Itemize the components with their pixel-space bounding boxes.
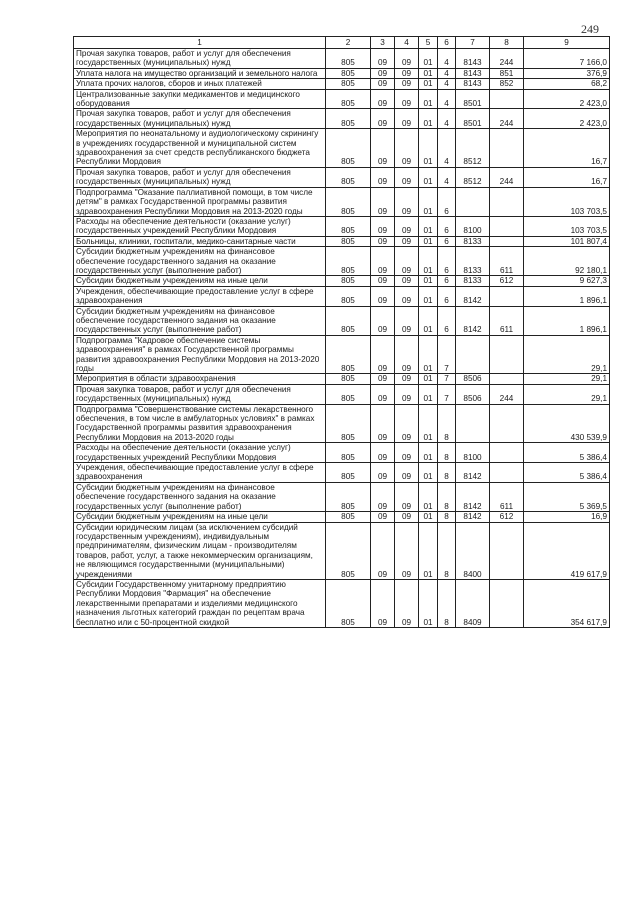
expense-item-code: 8133 <box>456 236 490 246</box>
table-row <box>74 443 610 463</box>
amount: 16,7 <box>524 167 610 187</box>
expense-item-code: 8100 <box>456 443 490 463</box>
row-description: Расходы на обеспечение деятельности (оказание услуг) государственных учреждений Республики Мордовия <box>74 443 326 463</box>
expense-type-code <box>490 129 524 168</box>
subsection-code: 09 <box>395 236 419 246</box>
section-code: 09 <box>371 187 395 216</box>
section-code: 09 <box>371 404 395 443</box>
section-code: 09 <box>371 482 395 511</box>
amount: 9 627,3 <box>524 276 610 286</box>
subsection-code: 09 <box>395 463 419 483</box>
section-code: 09 <box>371 216 395 236</box>
column-header: 8 <box>490 37 524 49</box>
table-body <box>74 49 610 628</box>
table-row <box>74 306 610 335</box>
ministry-code: 805 <box>326 216 371 236</box>
section-code: 09 <box>371 247 395 276</box>
row-description: Субсидии бюджетным учреждениям на иные цели <box>74 512 326 522</box>
column-header: 3 <box>371 37 395 49</box>
ministry-code: 805 <box>326 129 371 168</box>
ministry-code: 805 <box>326 89 371 109</box>
ministry-code: 805 <box>326 384 371 404</box>
expense-item-code: 8142 <box>456 482 490 511</box>
subprogram-code: 6 <box>438 216 456 236</box>
program-code: 01 <box>419 384 438 404</box>
amount: 376,9 <box>524 68 610 78</box>
section-code: 09 <box>371 512 395 522</box>
expense-type-code: 244 <box>490 384 524 404</box>
row-description: Прочая закупка товаров, работ и услуг для обеспечения государственных (муниципальных) нужд <box>74 384 326 404</box>
table-row <box>74 89 610 109</box>
table-row <box>74 579 610 627</box>
program-code: 01 <box>419 167 438 187</box>
expense-type-code <box>490 187 524 216</box>
ministry-code: 805 <box>326 286 371 306</box>
ministry-code: 805 <box>326 404 371 443</box>
table-row <box>74 109 610 129</box>
table-row <box>74 167 610 187</box>
expense-item-code: 8142 <box>456 512 490 522</box>
subsection-code: 09 <box>395 187 419 216</box>
subprogram-code: 8 <box>438 463 456 483</box>
subsection-code: 09 <box>395 68 419 78</box>
expense-item-code: 8142 <box>456 463 490 483</box>
row-description: Уплата прочих налогов, сборов и иных платежей <box>74 79 326 89</box>
amount: 29,1 <box>524 335 610 374</box>
program-code: 01 <box>419 79 438 89</box>
expense-type-code <box>490 216 524 236</box>
subsection-code: 09 <box>395 89 419 109</box>
section-code: 09 <box>371 276 395 286</box>
expense-item-code: 8501 <box>456 89 490 109</box>
expense-item-code <box>456 335 490 374</box>
section-code: 09 <box>371 335 395 374</box>
subprogram-code: 4 <box>438 79 456 89</box>
expense-type-code <box>490 236 524 246</box>
subsection-code: 09 <box>395 129 419 168</box>
amount: 430 539,9 <box>524 404 610 443</box>
subprogram-code: 4 <box>438 129 456 168</box>
subsection-code: 09 <box>395 579 419 627</box>
row-description: Расходы на обеспечение деятельности (оказание услуг) государственных учреждений Республики Мордовия <box>74 216 326 236</box>
row-description: Субсидии бюджетным учреждениям на иные цели <box>74 276 326 286</box>
table-row <box>74 236 610 246</box>
column-header: 1 <box>74 37 326 49</box>
expense-item-code: 8143 <box>456 68 490 78</box>
expense-type-code: 611 <box>490 247 524 276</box>
expense-type-code: 244 <box>490 109 524 129</box>
program-code: 01 <box>419 129 438 168</box>
amount: 1 896,1 <box>524 306 610 335</box>
expense-item-code: 8512 <box>456 129 490 168</box>
program-code: 01 <box>419 374 438 384</box>
expense-type-code <box>490 89 524 109</box>
subsection-code: 09 <box>395 384 419 404</box>
ministry-code: 805 <box>326 109 371 129</box>
expense-type-code: 244 <box>490 49 524 69</box>
section-code: 09 <box>371 167 395 187</box>
subprogram-code: 8 <box>438 579 456 627</box>
table-row <box>74 247 610 276</box>
expense-type-code <box>490 335 524 374</box>
section-code: 09 <box>371 49 395 69</box>
expense-item-code: 8133 <box>456 276 490 286</box>
program-code: 01 <box>419 247 438 276</box>
table-row <box>74 286 610 306</box>
ministry-code: 805 <box>326 443 371 463</box>
program-code: 01 <box>419 286 438 306</box>
subsection-code: 09 <box>395 247 419 276</box>
expense-item-code: 8512 <box>456 167 490 187</box>
subsection-code: 09 <box>395 335 419 374</box>
row-description: Подпрограмма "Оказание паллиативной помощи, в том числе детям" в рамках Государственной программы развития здравоохранения Республики Мордовия на 2013-2020 годы <box>74 187 326 216</box>
ministry-code: 805 <box>326 187 371 216</box>
subsection-code: 09 <box>395 482 419 511</box>
ministry-code: 805 <box>326 522 371 579</box>
ministry-code: 805 <box>326 306 371 335</box>
table-row <box>74 276 610 286</box>
amount: 5 386,4 <box>524 463 610 483</box>
section-code: 09 <box>371 463 395 483</box>
ministry-code: 805 <box>326 335 371 374</box>
section-code: 09 <box>371 522 395 579</box>
table-row <box>74 522 610 579</box>
expense-item-code: 8143 <box>456 49 490 69</box>
ministry-code: 805 <box>326 482 371 511</box>
amount: 2 423,0 <box>524 89 610 109</box>
expense-type-code: 244 <box>490 167 524 187</box>
program-code: 01 <box>419 522 438 579</box>
row-description: Прочая закупка товаров, работ и услуг для обеспечения государственных (муниципальных) нужд <box>74 109 326 129</box>
program-code: 01 <box>419 443 438 463</box>
expense-item-code: 8142 <box>456 286 490 306</box>
ministry-code: 805 <box>326 49 371 69</box>
table-header-row <box>74 37 610 49</box>
subsection-code: 09 <box>395 167 419 187</box>
expense-type-code <box>490 579 524 627</box>
column-header: 2 <box>326 37 371 49</box>
table-row <box>74 187 610 216</box>
program-code: 01 <box>419 335 438 374</box>
subsection-code: 09 <box>395 286 419 306</box>
row-description: Больницы, клиники, госпитали, медико-санитарные части <box>74 236 326 246</box>
ministry-code: 805 <box>326 79 371 89</box>
ministry-code: 805 <box>326 512 371 522</box>
row-description: Подпрограмма "Совершенствование системы лекарственного обеспечения, в том числе в амбулаторных условиях" в рамках Государственной программы развития здравоохранения Республики Мордовия на 2013-2020 годы <box>74 404 326 443</box>
table-row <box>74 68 610 78</box>
ministry-code: 805 <box>326 247 371 276</box>
column-header: 5 <box>419 37 438 49</box>
table-row <box>74 129 610 168</box>
section-code: 09 <box>371 286 395 306</box>
subprogram-code: 7 <box>438 374 456 384</box>
section-code: 09 <box>371 374 395 384</box>
amount: 1 896,1 <box>524 286 610 306</box>
subsection-code: 09 <box>395 443 419 463</box>
expense-item-code <box>456 187 490 216</box>
table-row <box>74 384 610 404</box>
expense-item-code: 8100 <box>456 216 490 236</box>
subprogram-code: 4 <box>438 49 456 69</box>
expense-type-code: 851 <box>490 68 524 78</box>
amount: 5 369,5 <box>524 482 610 511</box>
expense-item-code: 8506 <box>456 374 490 384</box>
subprogram-code: 6 <box>438 306 456 335</box>
row-description: Подпрограмма "Кадровое обеспечение системы здравоохранения" в рамках Государственной программы развития здравоохранения Республики Мордовия на 2013-2020 годы <box>74 335 326 374</box>
subprogram-code: 8 <box>438 482 456 511</box>
section-code: 09 <box>371 109 395 129</box>
ministry-code: 805 <box>326 68 371 78</box>
section-code: 09 <box>371 79 395 89</box>
amount: 7 166,0 <box>524 49 610 69</box>
section-code: 09 <box>371 306 395 335</box>
expense-type-code: 852 <box>490 79 524 89</box>
expense-item-code: 8506 <box>456 384 490 404</box>
subprogram-code: 6 <box>438 236 456 246</box>
subsection-code: 09 <box>395 404 419 443</box>
expense-item-code: 8142 <box>456 306 490 335</box>
expense-type-code: 612 <box>490 512 524 522</box>
amount: 101 807,4 <box>524 236 610 246</box>
expense-type-code: 611 <box>490 306 524 335</box>
row-description: Прочая закупка товаров, работ и услуг для обеспечения государственных (муниципальных) нужд <box>74 49 326 69</box>
column-header: 7 <box>456 37 490 49</box>
row-description: Прочая закупка товаров, работ и услуг для обеспечения государственных (муниципальных) нужд <box>74 167 326 187</box>
row-description: Субсидии Государственному унитарному предприятию Республики Мордовия "Фармация" на обеспечение лекарственными препаратами и изделиями медицинского назначения льготных категорий граждан по рецептам врача бесплатно или с 50-процентной скидкой <box>74 579 326 627</box>
program-code: 01 <box>419 236 438 246</box>
table-row <box>74 49 610 69</box>
program-code: 01 <box>419 187 438 216</box>
program-code: 01 <box>419 579 438 627</box>
program-code: 01 <box>419 512 438 522</box>
program-code: 01 <box>419 404 438 443</box>
subsection-code: 09 <box>395 522 419 579</box>
row-description: Субсидии бюджетным учреждениям на финансовое обеспечение государственного задания на оказание государственных услуг (выполнение работ) <box>74 482 326 511</box>
section-code: 09 <box>371 89 395 109</box>
row-description: Централизованные закупки медикаментов и медицинского оборудования <box>74 89 326 109</box>
amount: 92 180,1 <box>524 247 610 276</box>
program-code: 01 <box>419 89 438 109</box>
program-code: 01 <box>419 68 438 78</box>
amount: 29,1 <box>524 384 610 404</box>
expense-item-code: 8133 <box>456 247 490 276</box>
expense-type-code: 612 <box>490 276 524 286</box>
program-code: 01 <box>419 49 438 69</box>
expense-item-code <box>456 404 490 443</box>
table-row <box>74 335 610 374</box>
row-description: Субсидии бюджетным учреждениям на финансовое обеспечение государственного задания на оказание государственных услуг (выполнение работ) <box>74 247 326 276</box>
column-header: 9 <box>524 37 610 49</box>
budget-table <box>73 36 610 628</box>
subprogram-code: 4 <box>438 68 456 78</box>
amount: 354 617,9 <box>524 579 610 627</box>
subsection-code: 09 <box>395 512 419 522</box>
subsection-code: 09 <box>395 79 419 89</box>
amount: 5 386,4 <box>524 443 610 463</box>
subsection-code: 09 <box>395 109 419 129</box>
row-description: Учреждения, обеспечивающие предоставление услуг в сфере здравоохранения <box>74 286 326 306</box>
table-row <box>74 463 610 483</box>
ministry-code: 805 <box>326 579 371 627</box>
subprogram-code: 8 <box>438 443 456 463</box>
section-code: 09 <box>371 443 395 463</box>
expense-type-code: 611 <box>490 482 524 511</box>
program-code: 01 <box>419 276 438 286</box>
subprogram-code: 7 <box>438 335 456 374</box>
column-header: 6 <box>438 37 456 49</box>
expense-type-code <box>490 404 524 443</box>
expense-item-code: 8501 <box>456 109 490 129</box>
amount: 16,7 <box>524 129 610 168</box>
expense-type-code <box>490 443 524 463</box>
ministry-code: 805 <box>326 463 371 483</box>
row-description: Учреждения, обеспечивающие предоставление услуг в сфере здравоохранения <box>74 463 326 483</box>
subsection-code: 09 <box>395 276 419 286</box>
ministry-code: 805 <box>326 374 371 384</box>
subsection-code: 09 <box>395 49 419 69</box>
expense-item-code: 8400 <box>456 522 490 579</box>
row-description: Уплата налога на имущество организаций и земельного налога <box>74 68 326 78</box>
program-code: 01 <box>419 109 438 129</box>
amount: 419 617,9 <box>524 522 610 579</box>
ministry-code: 805 <box>326 236 371 246</box>
subsection-code: 09 <box>395 216 419 236</box>
subprogram-code: 6 <box>438 187 456 216</box>
table-row <box>74 482 610 511</box>
program-code: 01 <box>419 463 438 483</box>
subprogram-code: 8 <box>438 512 456 522</box>
page-number: 249 <box>581 22 599 36</box>
row-description: Мероприятия в области здравоохранения <box>74 374 326 384</box>
table-row <box>74 404 610 443</box>
expense-item-code: 8143 <box>456 79 490 89</box>
section-code: 09 <box>371 384 395 404</box>
row-description: Мероприятия по неонатальному и аудиологическому скринингу в учреждениях государственной и муниципальной систем здравоохранения за счет средств республиканского бюджета Республики Мордовия <box>74 129 326 168</box>
expense-item-code: 8409 <box>456 579 490 627</box>
program-code: 01 <box>419 482 438 511</box>
subprogram-code: 6 <box>438 276 456 286</box>
amount: 103 703,5 <box>524 216 610 236</box>
expense-type-code <box>490 286 524 306</box>
program-code: 01 <box>419 216 438 236</box>
expense-type-code <box>490 463 524 483</box>
amount: 68,2 <box>524 79 610 89</box>
subprogram-code: 6 <box>438 286 456 306</box>
amount: 2 423,0 <box>524 109 610 129</box>
subprogram-code: 8 <box>438 522 456 579</box>
subsection-code: 09 <box>395 374 419 384</box>
subsection-code: 09 <box>395 306 419 335</box>
column-header: 4 <box>395 37 419 49</box>
amount: 29,1 <box>524 374 610 384</box>
program-code: 01 <box>419 306 438 335</box>
table-row <box>74 512 610 522</box>
ministry-code: 805 <box>326 167 371 187</box>
section-code: 09 <box>371 236 395 246</box>
table-row <box>74 374 610 384</box>
ministry-code: 805 <box>326 276 371 286</box>
section-code: 09 <box>371 579 395 627</box>
amount: 103 703,5 <box>524 187 610 216</box>
row-description: Субсидии юридическим лицам (за исключением субсидий государственным учреждениям), индивидуальным предпринимателям, физическим лицам - производителям товаров, работ, услуг, а также некоммерческим организациям, не являющимся государственными (муниципальными) учреждениями <box>74 522 326 579</box>
section-code: 09 <box>371 129 395 168</box>
subprogram-code: 4 <box>438 89 456 109</box>
expense-type-code <box>490 374 524 384</box>
row-description: Субсидии бюджетным учреждениям на финансовое обеспечение государственного задания на оказание государственных услуг (выполнение работ) <box>74 306 326 335</box>
subprogram-code: 7 <box>438 384 456 404</box>
subprogram-code: 4 <box>438 167 456 187</box>
amount: 16,9 <box>524 512 610 522</box>
subprogram-code: 6 <box>438 247 456 276</box>
subprogram-code: 8 <box>438 404 456 443</box>
subprogram-code: 4 <box>438 109 456 129</box>
expense-type-code <box>490 522 524 579</box>
table-row <box>74 216 610 236</box>
table-row <box>74 79 610 89</box>
section-code: 09 <box>371 68 395 78</box>
